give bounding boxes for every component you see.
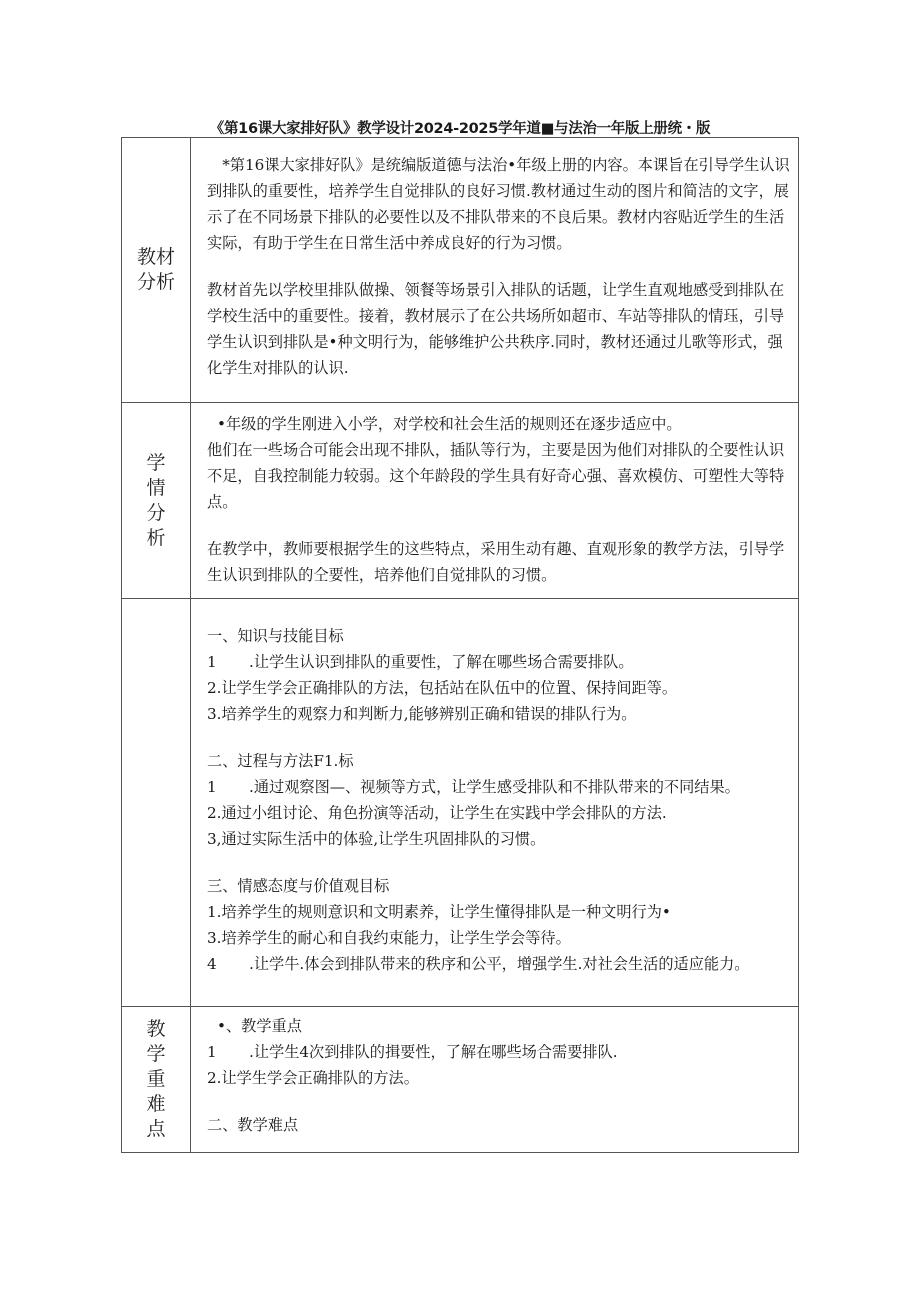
paragraph: *第16课大家排好队》是统编版道德与法治•年级上册的内容。本课旨在引导学生认识到排队的重要性，培养学生自觉排队的良好习惯.教材通过生动的图片和简洁的文字，展示了在不同场景下排队的必要性以及不排队带来的不良后果。教材内容贴近学生的生活实际，有助于学生在日常生活中养成良好的行为习惯。 (207, 156, 790, 252)
key-points-content (191, 1007, 799, 1153)
row-key-points (122, 1007, 799, 1153)
list-item: 1 .通过观察图—、视频等方式，让学生感受排队和不排队带来的不同结果。 (207, 778, 740, 796)
paragraph: •年级的学生刚进入小学，对学校和社会生活的规则还在逐步适应中。 (217, 415, 682, 433)
teaching-objectives-content (191, 599, 799, 1007)
list-item: 1.培养学生的规则意识和文明素养，让学生懂得排队是一种文明行为• (207, 903, 671, 921)
document-title: 《第16课大家排好队》教学设计2024-2025学年道■与法治一年版上册统・版 (209, 121, 711, 137)
paragraph: 在教学中，教师要根据学生的这些特点，采用生动有趣、直观形象的教学方法，引导学生认识到排队的仝要性，培养他们自觉排队的习惯。 (207, 540, 785, 584)
list-item: 1 .让学生认识到排队的重要性，了解在哪些场合需要排队。 (207, 653, 634, 671)
section-heading: 三、情感态度与价值观目标 (207, 877, 390, 895)
row-textbook-analysis (122, 138, 799, 403)
section-heading: 二、过程与方法F1.标 (207, 752, 354, 770)
list-item: 3,通过实际生活中的体验,让学生巩固排队的习惯。 (207, 830, 546, 848)
paragraph: 他们在一些场合可能会出现不排队，插队等行为，主要是因为他们对排队的仝要性认识不足，自我控制能力较弱。这个年龄段的学生具有好奇心强、喜欢模仿、可塑性大等特点。 (207, 441, 785, 511)
student-analysis-content (191, 403, 799, 599)
list-item: 4 .让学牛.体会到排队带来的秩序和公平，增强学生.对社会生活的适应能力。 (207, 955, 750, 973)
row-label-key-points: 教 学 重 难 点 (122, 1007, 191, 1153)
row-teaching-objectives (122, 599, 799, 1007)
section-heading: 二、教学难点 (207, 1116, 299, 1134)
row-student-analysis (122, 403, 799, 599)
section-heading: 一、知识与技能目标 (207, 627, 344, 645)
section-heading: •、教学重点 (217, 1017, 302, 1035)
row-label-student-analysis: 学 情 分 析 (122, 403, 191, 599)
textbook-analysis-content (191, 138, 799, 403)
paragraph: 教材首先以学校里排队做操、领餐等场景引入排队的话题，让学生直观地感受到排队在学校生活中的重要性。接着，教材展示了在公共场所如超市、车站等排队的情珏，引导学生认识到排队是•种文明行为，能够维护公共秩序.同时，教材还通过儿歌等形式，强化学生对排队的认识. (207, 281, 785, 377)
row-label-textbook-analysis: 教材 分析 (122, 138, 191, 403)
list-item: 2.通过小组讨论、角色扮演等活动，让学生在实践中学会排队的方法. (207, 804, 667, 822)
list-item: 1 .让学生4次到排队的揖要性，了解在哪些场合需要排队. (207, 1043, 618, 1061)
list-item: 3.培养学生的耐心和自我约束能力，让学生学会等待。 (207, 929, 571, 947)
list-item: 3.培养学生的观察力和判断力,能够辨别正确和错误的排队行为。 (207, 705, 637, 723)
row-label-teaching-objectives (122, 599, 191, 1007)
lesson-plan-table (121, 137, 799, 1153)
list-item: 2.让学生学会正确排队的方法。 (207, 1069, 419, 1087)
list-item: 2.让学生学会正确排队的方法，包括站在队伍中的位置、保持间距等。 (207, 679, 678, 697)
